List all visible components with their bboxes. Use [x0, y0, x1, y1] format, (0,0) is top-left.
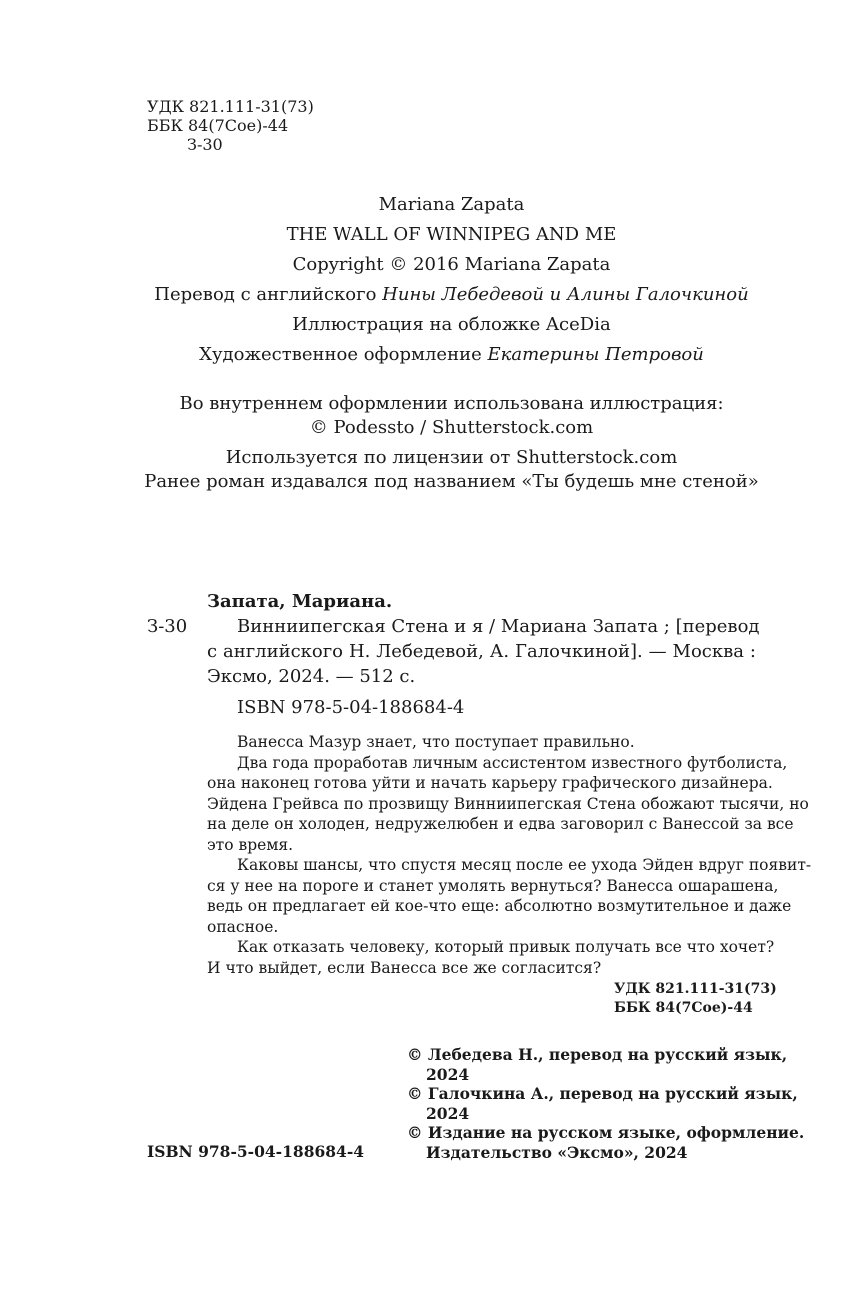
copyright-item	[407, 1084, 804, 1123]
original-copyright: Copyright © 2016 Mariana Zapata	[292, 254, 611, 275]
annotation-line: ся у нее на пороге и станет умолять вернуться? Ванесса ошарашена,	[207, 876, 779, 895]
bottom-udk: УДК 821.111-31(73)	[614, 981, 777, 997]
classification-block	[147, 97, 314, 154]
original-author: Mariana Zapata	[378, 194, 525, 215]
copyright-line: © Галочкина А., перевод на русский язык,	[407, 1084, 798, 1103]
annotation-line: опасное.	[207, 917, 279, 936]
catalog-description-line: Винниипегская Стена и я / Мариана Запата ; [перевод	[237, 616, 760, 637]
copyright-line: © Издание на русском языке, оформление.	[407, 1123, 805, 1142]
copyright-line: 2024	[426, 1103, 470, 1123]
catalog-description-line: Эксмо, 2024. — 512 с.	[207, 666, 416, 687]
annotation-line: И что выйдет, если Ванесса все же согласится?	[207, 958, 602, 977]
cover-illustration-credit: Иллюстрация на обложке AceDia	[292, 314, 611, 335]
annotation-line: на деле он холоден, недружелюбен и едва заговорил с Ванессой за все	[207, 815, 794, 833]
illustration-note	[0, 392, 845, 440]
copyright-item	[407, 1123, 804, 1162]
license-line: Используется по лицензии от Shutterstock.com	[225, 447, 678, 468]
translators-names: Нины Лебедевой и Алины Галочкиной	[382, 284, 749, 305]
original-title: THE WALL OF WINNIPEG AND ME	[286, 224, 617, 245]
copyright-line: 2024	[426, 1064, 470, 1084]
author-mark: З-30	[187, 135, 223, 154]
copyright-item	[407, 1045, 804, 1084]
isbn-bottom: ISBN 978-5-04-188684-4	[147, 1142, 365, 1161]
catalog-description	[207, 614, 760, 689]
annotation-line: ведь он предлагает ей кое-что еще: абсолютно возмутительное и даже	[207, 897, 792, 915]
copyright-line: © Лебедева Н., перевод на русский язык,	[407, 1045, 788, 1064]
catalog-author-heading: Запата, Мариана.	[207, 591, 393, 612]
annotation-line: она наконец готова уйти и начать карьеру графического дизайнера.	[207, 774, 773, 792]
bottom-bbk: ББК 84(7Сое)-44	[614, 1000, 753, 1016]
annotation-line: Два года проработав личным ассистентом известного футболиста,	[237, 753, 788, 772]
copyright-block	[407, 1045, 804, 1162]
translation-prefix: Перевод с английского	[154, 284, 377, 305]
annotation-line: это время.	[207, 835, 294, 854]
translation-credit	[0, 280, 845, 310]
bottom-classification	[614, 980, 777, 1018]
previous-title-line: Ранее роман издавался под названием «Ты будешь мне стеной»	[144, 471, 759, 492]
license-note	[0, 446, 845, 494]
udk-code: УДК 821.111-31(73)	[147, 97, 314, 116]
art-designer-name: Екатерины Петровой	[487, 344, 704, 365]
art-design-credit	[0, 340, 845, 370]
catalog-isbn: ISBN 978-5-04-188684-4	[237, 697, 465, 718]
credits-block	[0, 190, 845, 370]
annotation-line: Как отказать человеку, который привык получать все что хочет?	[237, 938, 775, 956]
annotation-line: Каковы шансы, что спустя месяц после ее ухода Эйден вдруг появит-	[237, 856, 812, 874]
bbk-code: ББК 84(7Сое)-44	[147, 116, 289, 135]
art-design-prefix: Художественное оформление	[199, 344, 482, 365]
illustration-note-line1: Во внутреннем оформлении использована иллюстрация:	[179, 393, 724, 414]
illustration-note-line2: © Podessto / Shutterstock.com	[309, 417, 594, 438]
annotation-line: Эйдена Грейвса по прозвищу Винниипегская Стена обожают тысячи, но	[207, 794, 809, 813]
copyright-line: Издательство «Эксмо», 2024	[426, 1142, 688, 1162]
annotation-line: Ванесса Мазур знает, что поступает правильно.	[237, 733, 635, 751]
annotation	[207, 732, 812, 978]
catalog-description-line: с английского Н. Лебедевой, А. Галочкиной]. — Москва :	[207, 641, 756, 662]
catalog-author-mark: З-30	[147, 616, 188, 637]
